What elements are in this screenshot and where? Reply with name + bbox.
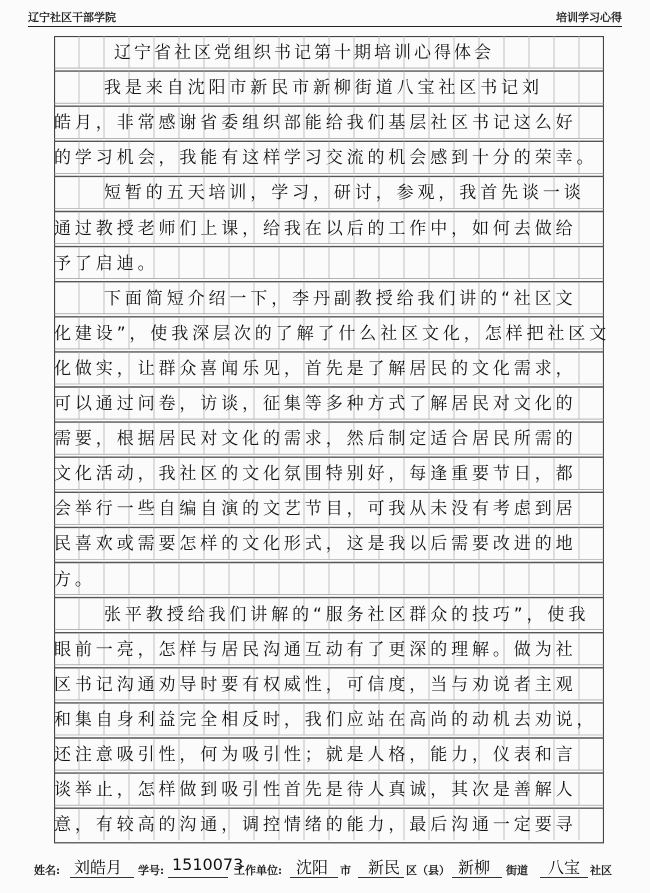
- text-line: 可以通过问卷，访谈，征集等多种方式了解居民对文化的: [54, 394, 577, 414]
- header-college-name: 辽宁社区干部学院: [28, 11, 116, 24]
- page-header: [28, 6, 622, 26]
- text-line: 短暂的五天培训，学习，研讨，参观，我首先谈一谈: [104, 183, 585, 204]
- text-line: 文化活动，我社区的文化氛围特别好，每逢重要节日，都: [54, 464, 577, 485]
- student-id-label: 学号:: [138, 864, 165, 877]
- student-id-underline: [168, 877, 228, 878]
- district-underline: [358, 877, 404, 878]
- text-line: 还注意吸引性，何为吸引性；就是人格，能力，仪表和言: [54, 745, 577, 765]
- district-value: 新民: [368, 858, 401, 877]
- text-line: 需要，根据居民对文化的需求，然后制定适合居民所需的: [54, 429, 577, 450]
- text-line: 通过教授老师们上课，给我在以后的工作中，如何去做给: [54, 218, 577, 239]
- name-underline: [70, 877, 134, 878]
- city-value: 沈阳: [296, 858, 329, 877]
- street-label: 街道: [506, 864, 528, 877]
- text-line: 意，有较高的沟通，调控情绪的能力，最后沟通一定要寻: [54, 815, 577, 836]
- text-line: 方。: [54, 569, 96, 590]
- text-line: 我是来自沈阳市新民市新柳街道八宝社区书记刘: [104, 78, 543, 99]
- header-rule: [28, 26, 622, 27]
- street-underline: [452, 877, 502, 878]
- community-label: 社区: [590, 864, 612, 877]
- essay-title: 辽宁省社区党组织书记第十期培训心得体会: [114, 43, 494, 63]
- text-line: 皓月，非常感谢省委组织部能给我们基层社区书记这么好: [54, 113, 577, 134]
- text-line: 眼前一亮，怎样与居民沟通互动有了更深的理解。做为社: [54, 639, 577, 660]
- page-footer: [28, 850, 628, 886]
- header-doc-type: 培训学习心得: [556, 11, 622, 24]
- community-value: 八宝: [548, 858, 581, 877]
- text-line: 张平教授给我们讲解的“服务社区群众的技巧”，使我: [104, 604, 590, 625]
- text-line: 的学习机会，我能有这样学习交流的机会感到十分的荣幸。: [54, 148, 598, 169]
- text-line: 下面简短介绍一下，李丹副教授给我们讲的“社区文: [104, 288, 577, 309]
- city-underline: [290, 877, 338, 878]
- text-line: 谈举止，怎样做到吸引性首先是待人真诚，其次是善解人: [54, 780, 577, 801]
- community-underline: [540, 877, 588, 878]
- student-id-value: 1510073: [172, 855, 244, 874]
- text-line: 化建设”，使我深层次的了解了什么社区文化，怎样把社区文: [54, 323, 611, 344]
- city-label: 市: [340, 864, 351, 877]
- street-value: 新柳: [458, 858, 491, 877]
- name-value: 刘皓月: [74, 858, 123, 877]
- name-label: 姓名:: [34, 864, 61, 877]
- text-line: 区书记沟通劝导时要有权威性，可信度，当与劝说者主观: [54, 674, 577, 695]
- text-line: 民喜欢或需要怎样的文化形式，这是我以后需要改进的地: [54, 534, 577, 555]
- text-line: 予了启迪。: [54, 253, 159, 274]
- work-unit-label: 工作单位:: [234, 864, 283, 877]
- writing-grid: [54, 36, 611, 844]
- text-line: 化做实，让群众喜闻乐见，首先是了解居民的文化需求，: [54, 358, 577, 379]
- text-line: 会举行一些自编自演的文艺节目，可我从未没有考虑到居: [54, 499, 577, 520]
- district-label: 区（县）: [406, 864, 450, 877]
- text-line: 和集自身利益完全相反时，我们应站在高尚的动机去劝说，: [54, 709, 598, 730]
